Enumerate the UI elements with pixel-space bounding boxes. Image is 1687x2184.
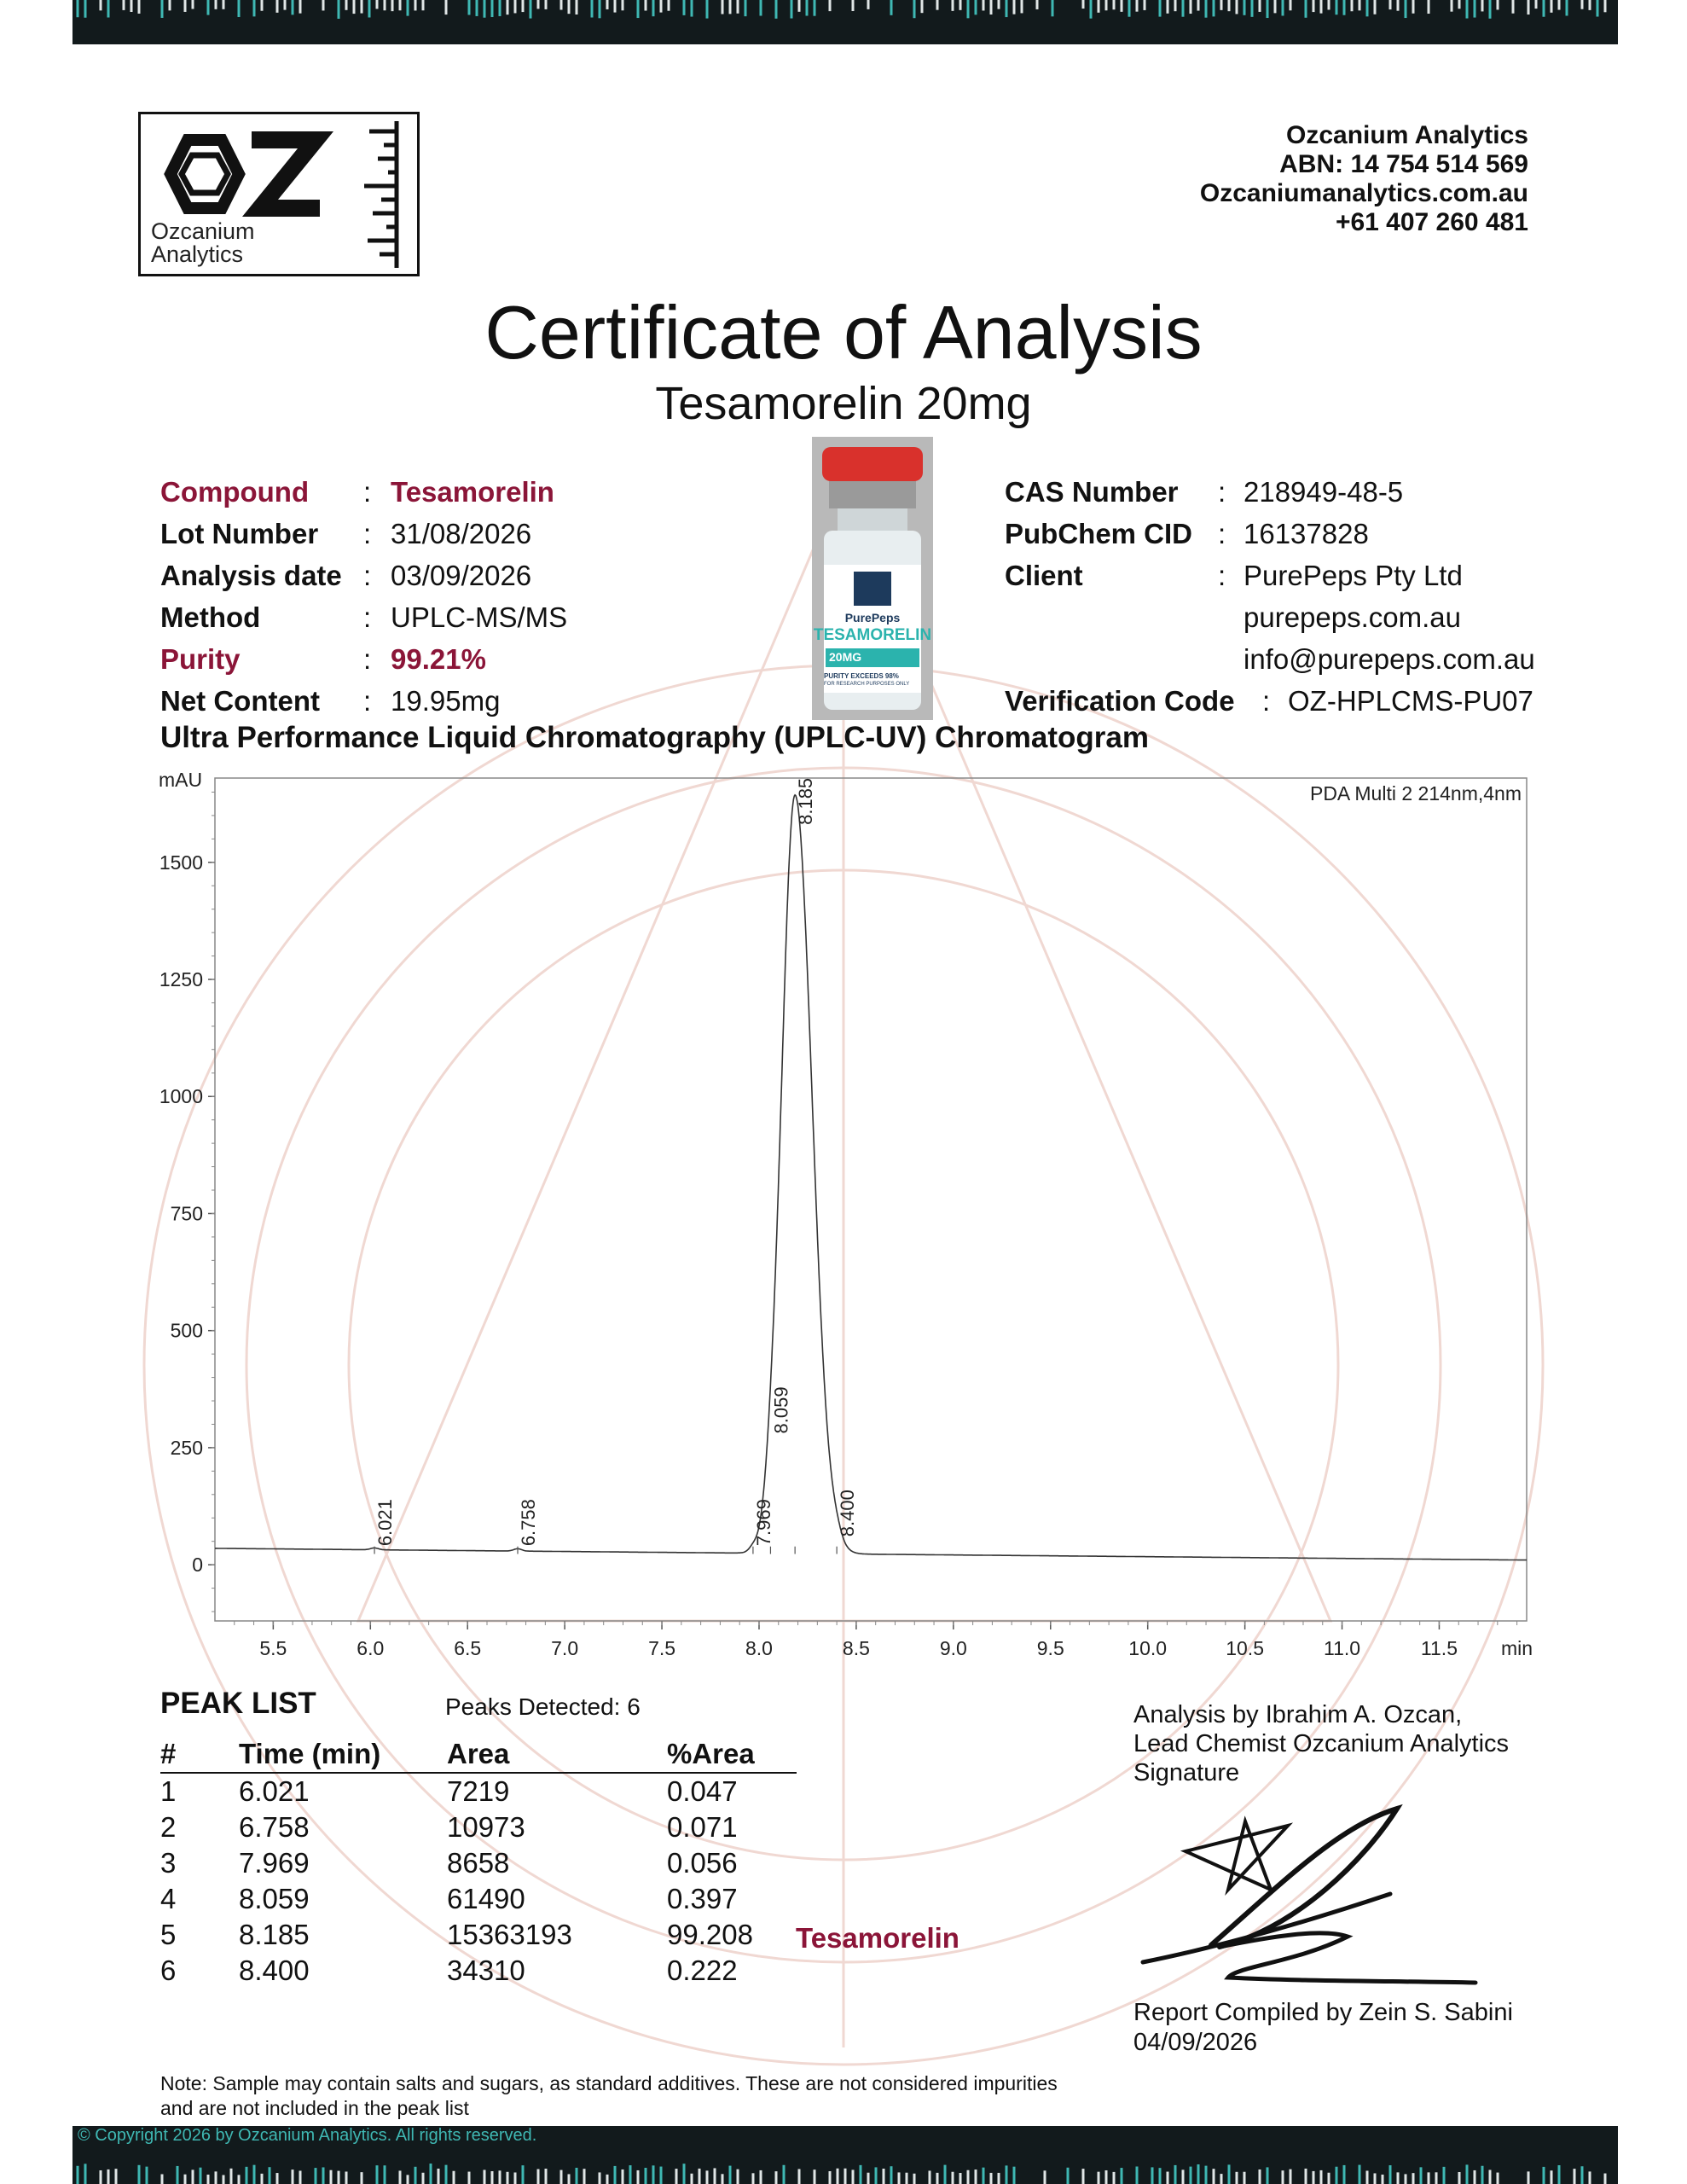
compiled-by: Report Compiled by Zein S. Sabini 04/09/2026	[1133, 1999, 1513, 2056]
client-email-link[interactable]: info@purepeps.com.au	[1244, 643, 1535, 675]
vial-brand: PurePeps	[844, 611, 901, 624]
peaks-detected: Peaks Detected: 6	[445, 1693, 641, 1720]
vial-tag-research: FOR RESEARCH PURPOSES ONLY	[824, 682, 910, 687]
table-row: 4 8.059 61490 0.397	[160, 1883, 738, 1914]
handwritten-signature	[1126, 1792, 1484, 1996]
field-client: Client : PurePeps Pty Ltd	[1005, 560, 1463, 591]
company-abn: ABN: 14 754 514 569	[1279, 150, 1528, 178]
x-tick-label: 7.0	[551, 1637, 579, 1659]
x-tick-label: 10.5	[1226, 1637, 1264, 1659]
field-cas-number: CAS Number : 218949-48-5	[1005, 476, 1404, 508]
chromatogram-heading: Ultra Performance Liquid Chromatography (UPLC-UV) Chromatogram	[160, 721, 1149, 754]
y-tick-label: 500	[170, 1319, 203, 1342]
vial-dose: 20MG	[829, 650, 862, 664]
x-tick-label: 5.5	[259, 1637, 287, 1659]
company-info	[1200, 121, 1528, 237]
y-tick-label: 250	[170, 1436, 203, 1459]
compound-identifiers	[1005, 471, 1551, 722]
col-time: Time (min)	[239, 1736, 447, 1773]
x-tick-label: 8.5	[842, 1637, 870, 1659]
x-tick-label: 11.0	[1324, 1637, 1361, 1659]
document-subtitle: Tesamorelin 20mg	[655, 378, 1032, 429]
x-tick-label: 6.5	[454, 1637, 482, 1659]
bottom-decorative-bar	[72, 2126, 1618, 2184]
x-tick-label: 11.5	[1420, 1637, 1458, 1659]
peak-label: 8.185	[795, 777, 817, 825]
field-verification-code: Verification Code : OZ-HPLCMS-PU07	[1005, 685, 1533, 717]
logo-name: Ozcanium Analytics	[151, 218, 255, 267]
signal-trace	[215, 795, 1527, 1560]
x-tick-label: 8.0	[745, 1637, 773, 1659]
footnote: Note: Sample may contain salts and sugars, as standard additives. These are not considered impurities and are not included in the peak list	[160, 2072, 1058, 2119]
x-axis-label: min	[1501, 1637, 1533, 1659]
x-tick-label: 7.5	[648, 1637, 676, 1659]
peak-list-table	[160, 1736, 797, 1989]
x-tick-label: 9.5	[1036, 1637, 1064, 1659]
copyright-notice: © Copyright 2026 by Ozcanium Analytics. All rights reserved.	[78, 2126, 537, 2145]
peak-table-header	[160, 1736, 797, 1773]
x-tick-label: 9.0	[939, 1637, 967, 1659]
peak-label: 8.059	[770, 1386, 792, 1434]
company-phone: +61 407 260 481	[1335, 208, 1528, 236]
table-row: 6 8.400 34310 0.222	[160, 1955, 738, 1986]
col-percent-area: %Area	[667, 1736, 797, 1773]
table-row: 3 7.969 8658 0.056	[160, 1847, 738, 1879]
x-tick-label: 10.0	[1128, 1637, 1168, 1659]
vial-product: TESAMORELIN	[813, 626, 932, 644]
col-index: #	[160, 1736, 239, 1773]
col-area: Area	[447, 1736, 667, 1773]
field-lot-number: Lot Number : 31/08/2026	[160, 518, 532, 549]
y-tick-label: 1500	[159, 851, 203, 874]
field-compound: Compound : Tesamorelin	[160, 476, 554, 508]
table-row: 1 6.021 7219 0.047	[160, 1775, 738, 1807]
peak-list-title: PEAK LIST	[160, 1687, 316, 1720]
table-row: 2 6.758 10973 0.071	[160, 1811, 738, 1843]
vial-tag-purity: PURITY EXCEEDS 98%	[824, 672, 899, 680]
field-client-email	[1005, 638, 1551, 680]
y-tick-label: 0	[192, 1554, 203, 1577]
y-tick-label: 1000	[159, 1085, 203, 1108]
field-client-web	[1005, 596, 1551, 638]
field-analysis-date: Analysis date : 03/09/2026	[160, 560, 532, 591]
main-peak-annotation: Tesamorelin	[796, 1922, 959, 1954]
sample-details	[160, 471, 757, 722]
x-tick-label: 6.0	[357, 1637, 385, 1659]
product-vial-image	[812, 437, 933, 720]
document-title: Certificate of Analysis	[484, 290, 1203, 375]
company-logo	[138, 112, 420, 276]
peak-label: 6.021	[374, 1499, 397, 1547]
y-tick-label: 750	[170, 1202, 203, 1225]
field-pubchem-cid: PubChem CID : 16137828	[1005, 518, 1369, 549]
top-decorative-bar	[72, 0, 1618, 44]
field-net-content: Net Content : 19.95mg	[160, 685, 501, 717]
top-tick-pattern	[72, 0, 1618, 44]
plot-frame	[215, 778, 1527, 1621]
y-tick-label: 1250	[159, 968, 203, 991]
field-method: Method : UPLC-MS/MS	[160, 601, 568, 633]
chromatogram-chart	[128, 768, 1544, 1672]
company-name: Ozcanium Analytics	[1286, 121, 1528, 149]
chart-legend: PDA Multi 2 214nm,4nm	[1309, 782, 1522, 804]
y-axis-label: mAU	[159, 769, 203, 791]
client-web-link[interactable]: purepeps.com.au	[1244, 601, 1461, 633]
field-purity: Purity : 99.21%	[160, 643, 486, 675]
table-row: 5 8.185 15363193 99.208	[160, 1919, 753, 1950]
peak-label: 7.969	[752, 1499, 774, 1547]
analyst-info: Analysis by Ibrahim A. Ozcan, Lead Chemist Ozcanium Analytics Signature	[1133, 1701, 1510, 1786]
peak-label: 8.400	[837, 1490, 859, 1537]
company-website[interactable]: Ozcaniumanalytics.com.au	[1199, 179, 1528, 207]
peak-label: 6.758	[517, 1499, 539, 1547]
